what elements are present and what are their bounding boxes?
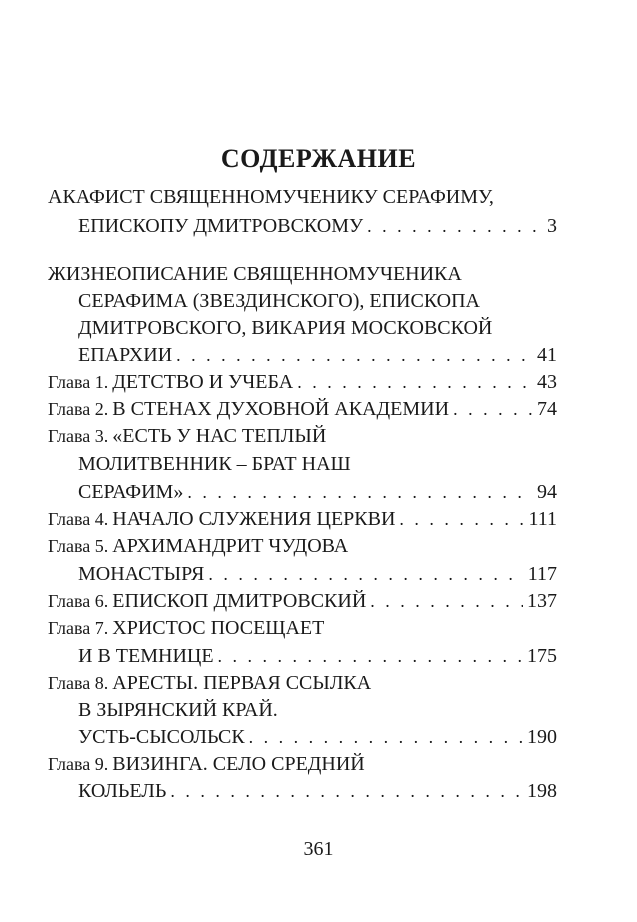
- chapter-label: Глава 4.: [48, 509, 109, 529]
- toc-entry-text: ЖИЗНЕОПИСАНИЕ СВЯЩЕННОМУЧЕНИКА: [48, 263, 462, 285]
- toc-entry-text: В СТЕНАХ ДУХОВНОЙ АКАДЕМИИ: [112, 398, 450, 420]
- toc-entry-text: МОЛИТВЕННИК – БРАТ НАШ: [78, 453, 351, 475]
- toc-entry-biography-line-2: [78, 288, 480, 314]
- toc-entry-chapter-4: [48, 506, 557, 532]
- toc-entry-text: В ЗЫРЯНСКИЙ КРАЙ.: [78, 699, 278, 721]
- toc-page-number: 41: [537, 344, 557, 366]
- toc-entry-text: ДМИТРОВСКОГО, ВИКАРИЯ МОСКОВСКОЙ: [78, 317, 493, 339]
- chapter-label: Глава 3.: [48, 426, 109, 446]
- chapter-label: Глава 8.: [48, 673, 109, 693]
- toc-entry-biography-line-4: [78, 342, 557, 368]
- toc-entry-text: АРЕСТЫ. ПЕРВАЯ ССЫЛКА: [112, 672, 372, 694]
- toc-entry-chapter-7-line-1: [48, 615, 324, 641]
- toc-entry-text: СЕРАФИМ»: [78, 481, 184, 503]
- toc-entry-chapter-9-line-1: [48, 751, 365, 777]
- leader-dots: [249, 724, 523, 750]
- toc-entry-chapter-8-line-3: [78, 724, 557, 750]
- chapter-label: Глава 9.: [48, 754, 109, 774]
- toc-entry-chapter-7-line-2: [78, 643, 557, 669]
- toc-entry-text: АКАФИСТ СВЯЩЕННОМУЧЕНИКУ СЕРАФИМУ,: [48, 186, 494, 208]
- toc-page-number: 198: [527, 780, 557, 802]
- toc-entry-akathist-line-1: [48, 184, 494, 210]
- leader-dots: [297, 369, 533, 395]
- toc-entry-chapter-6: [48, 588, 557, 614]
- toc-entry-text: КОЛЬЕЛЬ: [78, 780, 167, 802]
- toc-entry-chapter-8-line-2: [78, 697, 278, 723]
- toc-entry-text: МОНАСТЫРЯ: [78, 563, 205, 585]
- toc-entry-text: ЕПИСКОП ДМИТРОВСКИЙ: [112, 590, 367, 612]
- toc-page-number: 175: [527, 645, 557, 667]
- toc-entry-biography-line-1: [48, 261, 462, 287]
- toc-entry-text: «ЕСТЬ У НАС ТЕПЛЫЙ: [112, 425, 327, 447]
- toc-page-number: 74: [537, 398, 557, 420]
- toc-entry-akathist-line-2: [78, 213, 557, 239]
- toc-page-number: 111: [528, 508, 557, 530]
- toc-page-number: 94: [537, 481, 557, 503]
- toc-page-number: 137: [527, 590, 557, 612]
- toc-entry-biography-line-3: [78, 315, 492, 341]
- leader-dots: [176, 342, 533, 368]
- toc-page-number: 190: [527, 726, 557, 748]
- leader-dots: [367, 213, 543, 239]
- toc-entry-chapter-3-line-2: [78, 451, 351, 477]
- toc-page-number: 117: [527, 563, 557, 585]
- toc-entry-chapter-1: [48, 369, 557, 395]
- leader-dots: [370, 588, 523, 614]
- toc-entry-text: СЕРАФИМА (ЗВЕЗДИНСКОГО), ЕПИСКОПА: [78, 290, 480, 312]
- toc-entry-text: ЕПИСКОПУ ДМИТРОВСКОМУ: [78, 215, 364, 237]
- leader-dots: [453, 396, 533, 422]
- chapter-label: Глава 2.: [48, 399, 109, 419]
- toc-entry-chapter-9-line-2: [78, 778, 557, 804]
- toc-entry-chapter-2: [48, 396, 557, 422]
- chapter-label: Глава 6.: [48, 591, 109, 611]
- toc-entry-chapter-5-line-2: [78, 561, 557, 587]
- page-title: СОДЕРЖАНИЕ: [220, 144, 417, 173]
- toc-entry-chapter-5-line-1: [48, 533, 348, 559]
- chapter-label: Глава 7.: [48, 618, 109, 638]
- page-number: 361: [303, 838, 334, 860]
- toc-page-number: 43: [537, 371, 557, 393]
- toc-entry-text: УСТЬ-СЫСОЛЬСК: [78, 726, 245, 748]
- toc-entry-text: ХРИСТОС ПОСЕЩАЕТ: [112, 617, 325, 639]
- toc-entry-text: ВИЗИНГА. СЕЛО СРЕДНИЙ: [112, 753, 365, 775]
- toc-entry-text: АРХИМАНДРИТ ЧУДОВА: [112, 535, 349, 557]
- toc-entry-text: НАЧАЛО СЛУЖЕНИЯ ЦЕРКВИ: [112, 508, 396, 530]
- chapter-label: Глава 5.: [48, 536, 109, 556]
- leader-dots: [170, 778, 523, 804]
- toc-entry-chapter-3-line-3: [78, 479, 557, 505]
- toc-entry-text: ЕПАРХИИ: [78, 344, 173, 366]
- toc-entry-chapter-8-line-1: [48, 670, 371, 696]
- chapter-label: Глава 1.: [48, 372, 109, 392]
- toc-page-number: 3: [547, 215, 557, 237]
- leader-dots: [208, 561, 523, 587]
- leader-dots: [218, 643, 523, 669]
- toc-entry-text: ДЕТСТВО И УЧЕБА: [112, 371, 294, 393]
- toc-entry-chapter-3-line-1: [48, 423, 326, 449]
- leader-dots: [187, 479, 533, 505]
- leader-dots: [399, 506, 524, 532]
- toc-entry-text: И В ТЕМНИЦЕ: [78, 645, 214, 667]
